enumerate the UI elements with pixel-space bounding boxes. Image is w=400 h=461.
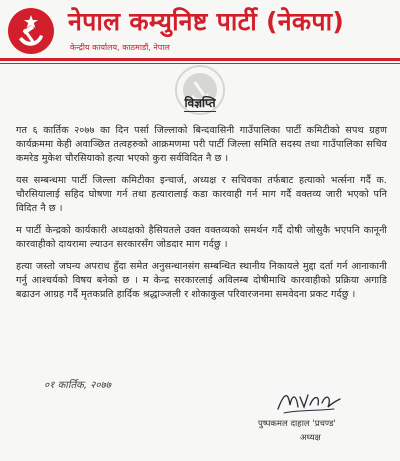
letterhead bbox=[0, 0, 400, 70]
handwritten-signature bbox=[274, 383, 344, 417]
paragraph-1: गत ६ कार्तिक २०७७ का दिन पर्सा जिल्लाको बिन्दवासिनी गाउँपालिका पार्टी कमिटीको सपथ ग्रहण कार्यक्रममा केही अवाञ्छित तत्वहरुको आक्रमणमा परी पार्टी जिल्ला समिति सदस्य तथा गाउँपालिका सचिव कमरेड मुकेश चौरसियाको हत्या भएको कुरा सर्वविदित नै छ । bbox=[16, 125, 387, 164]
organization-address: केन्द्रीय कार्यालय, काठमाडौं, नेपाल bbox=[70, 43, 170, 52]
paragraph-4: हत्या जस्तो जघन्य अपराध हुँदा समेत अनुसन्धानसंग सम्बन्धित स्थानीय निकायले मुद्दा दर्ता गर्न आनाकानी गर्नु आश्चर्यको विषय बनेको छ । म केन्द्र सरकारलाई अविलम्ब दोषीमाथि कारवाहीको प्रक्रिया अगाडि बढाउन आग्रह गर्दै मृतकप्रति हार्दिक श्रद्धाञ्जली र शोकाकुल परिवारजनमा समवेदना प्रकट गर्दछु । bbox=[16, 261, 387, 300]
document-body bbox=[16, 124, 387, 310]
paragraph-2: यस सम्बन्धमा पार्टी जिल्ला कमिटीका इन्चार्ज, अध्यक्ष र सचिवका तर्फबाट हत्याको भर्त्सना गर्दै क. चौरसियालाई सहिद घोषणा गर्न तथा हत्यारालाई कडा कारवाही गर्न माग गर्दै वक्तव्य जारी भएको पनि विदित नै छ । bbox=[16, 175, 387, 214]
document-title bbox=[0, 94, 400, 111]
signer-title: अध्यक्ष bbox=[300, 433, 321, 443]
document-title-text: विज्ञप्ति bbox=[184, 96, 216, 110]
document-date: ०१ कार्तिक, २०७७ bbox=[44, 380, 111, 391]
paragraph-3: म पार्टी केन्द्रको कार्यकारी अध्यक्षको हैसियतले उक्त वक्तव्यको समर्थन गर्दै दोषी जोसुकै भएपनि कानूनी कारवाहीको दायरामा ल्याउन सरकारसँग जोडदार माग गर्दछु । bbox=[16, 225, 387, 250]
signer-name: पुष्पकमल दाहाल 'प्रचण्ड' bbox=[258, 419, 336, 429]
header-rule bbox=[0, 58, 400, 61]
hammer-sickle-star-icon bbox=[6, 6, 56, 56]
organization-name: नेपाल कम्युनिष्ट पार्टी (नेकपा) bbox=[68, 7, 345, 36]
